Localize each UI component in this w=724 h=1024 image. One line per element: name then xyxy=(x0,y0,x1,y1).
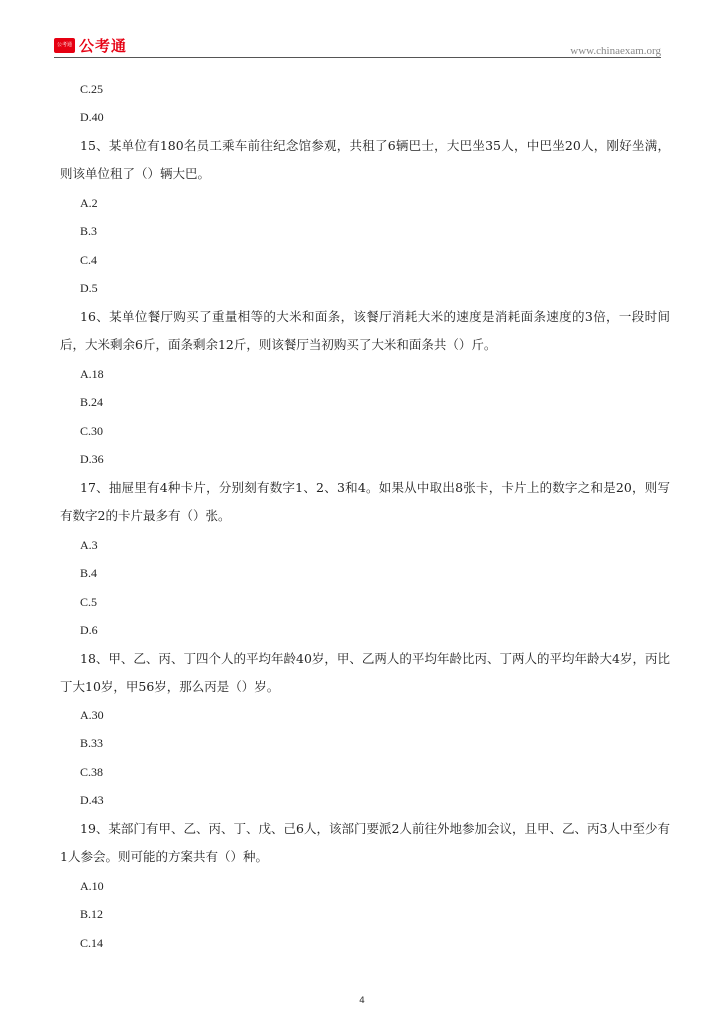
option-d-q18: D.43 xyxy=(80,793,104,807)
option-c-q15: C.4 xyxy=(80,253,98,267)
question-16: 16、某单位餐厅购买了重量相等的大米和面条，该餐厅消耗大米的速度是消耗面条速度的3倍，一段时间后，大米剩余6斤，面条剩余12斤，则该餐厅当初购买了大米和面条共（）斤。 xyxy=(60,309,670,352)
option-c-q14: C.25 xyxy=(80,82,104,96)
option-d-q16: D.36 xyxy=(80,452,104,466)
option-c-q19: C.14 xyxy=(80,936,104,950)
question-15: 15、某单位有180名员工乘车前往纪念馆参观，共租了6辆巴士，大巴坐35人，中巴坐20人，刚好坐满，则该单位租了（）辆大巴。 xyxy=(60,138,670,181)
logo-text: 公考通 xyxy=(79,36,128,55)
option-d-q14: D.40 xyxy=(80,110,104,124)
site-url: www.chinaexam.org xyxy=(570,45,661,57)
option-b-q15: B.3 xyxy=(80,224,98,238)
option-c-q18: C.38 xyxy=(80,765,104,779)
option-b-q18: B.33 xyxy=(80,736,104,750)
option-d-q17: D.6 xyxy=(80,623,98,637)
option-b-q16: B.24 xyxy=(80,395,104,409)
option-a-q15: A.2 xyxy=(80,196,98,210)
question-17: 17、抽屉里有4种卡片，分别刻有数字1、2、3和4。如果从中取出8张卡，卡片上的数字之和是20，则写有数字2的卡片最多有（）张。 xyxy=(60,480,670,523)
option-c-q16: C.30 xyxy=(80,424,104,438)
header-divider xyxy=(54,57,661,58)
option-d-q15: D.5 xyxy=(80,281,98,295)
option-a-q18: A.30 xyxy=(80,708,104,722)
logo-badge: 公考通 xyxy=(54,38,75,53)
option-a-q17: A.3 xyxy=(80,538,98,552)
option-b-q17: B.4 xyxy=(80,566,98,580)
option-c-q17: C.5 xyxy=(80,595,98,609)
option-b-q19: B.12 xyxy=(80,907,104,921)
page-number: 4 xyxy=(359,996,365,1006)
question-18: 18、甲、乙、丙、丁四个人的平均年龄40岁，甲、乙两人的平均年龄比丙、丁两人的平均年龄大4岁，丙比丁大10岁，甲56岁，那么丙是（）岁。 xyxy=(60,651,670,694)
option-a-q16: A.18 xyxy=(80,367,104,381)
option-a-q19: A.10 xyxy=(80,879,104,893)
page-header xyxy=(0,0,724,60)
question-19: 19、某部门有甲、乙、丙、丁、戊、己6人，该部门要派2人前往外地参加会议，且甲、乙、丙3人中至少有1人参会。则可能的方案共有（）种。 xyxy=(60,821,670,864)
logo xyxy=(54,36,127,54)
